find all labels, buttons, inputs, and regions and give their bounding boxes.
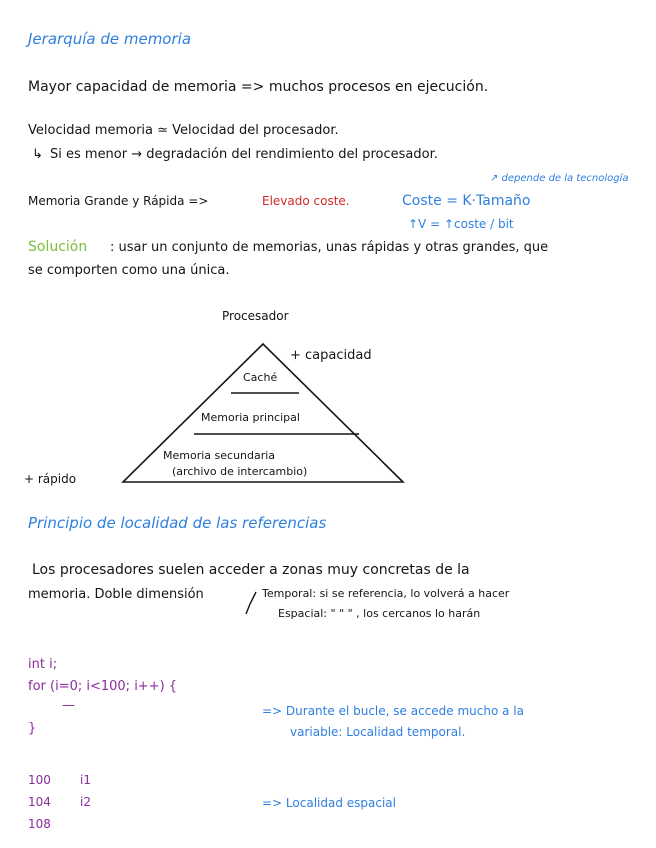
- loop-note-2: variable: Localidad temporal.: [290, 725, 466, 739]
- cost-per-bit: ↑V = ↑coste / bit: [408, 217, 514, 231]
- note-line-big-fast: Memoria Grande y Rápida =>: [28, 194, 209, 208]
- code-line-3: —: [62, 698, 75, 713]
- var-i1: i1: [80, 773, 91, 787]
- note-line-speed: Velocidad memoria ≃ Velocidad del procesador.: [28, 123, 339, 138]
- solution-text: : usar un conjunto de memorias, unas rápidas y otras grandes, que: [110, 240, 549, 255]
- high-cost-text: Elevado coste.: [262, 194, 350, 208]
- cost-formula: Coste = K·Tamaño: [402, 193, 531, 209]
- loop-note-1: => Durante el bucle, se accede mucho a la: [262, 704, 524, 718]
- solution-text-2: se comporten como una única.: [28, 263, 230, 278]
- main-memory-level: Memoria principal: [201, 411, 300, 424]
- code-line-1: int i;: [28, 657, 58, 672]
- locality-line-2: memoria. Doble dimensión: [28, 587, 204, 602]
- address-108: 108: [28, 817, 51, 831]
- fast-label: + rápido: [24, 472, 77, 486]
- arrow-icon: ↳: [32, 147, 43, 162]
- locality-temporal: Temporal: si se referencia, lo volverá a hacer: [262, 587, 510, 600]
- address-104: 104: [28, 795, 51, 809]
- var-i2: i2: [80, 795, 91, 809]
- capacity-label: + capacidad: [290, 348, 372, 363]
- page-title: Jerarquía de memoria: [28, 30, 192, 48]
- locality-line-1: Los procesadores suelen acceder a zonas muy concretas de la: [32, 562, 470, 578]
- swap-file-level: (archivo de intercambio): [172, 465, 308, 478]
- code-line-4: }: [28, 721, 37, 736]
- code-line-2: for (i=0; i<100; i++) {: [28, 679, 178, 694]
- note-line-degradation: Si es menor → degradación del rendimiento del procesador.: [50, 147, 438, 162]
- note-line-capacity: Mayor capacidad de memoria => muchos procesos en ejecución.: [28, 79, 489, 95]
- solution-label: Solución: [28, 239, 88, 255]
- address-100: 100: [28, 773, 51, 787]
- processor-label: Procesador: [222, 309, 289, 323]
- locality-title: Principio de localidad de las referencias: [28, 514, 327, 532]
- spatial-note: => Localidad espacial: [262, 796, 396, 810]
- secondary-memory-level: Memoria secundaria: [163, 449, 276, 462]
- cost-note: ↗ depende de la tecnología: [490, 173, 629, 184]
- locality-spatial: Espacial: " " " , los cercanos lo harán: [278, 607, 481, 620]
- cache-level: Caché: [243, 371, 278, 384]
